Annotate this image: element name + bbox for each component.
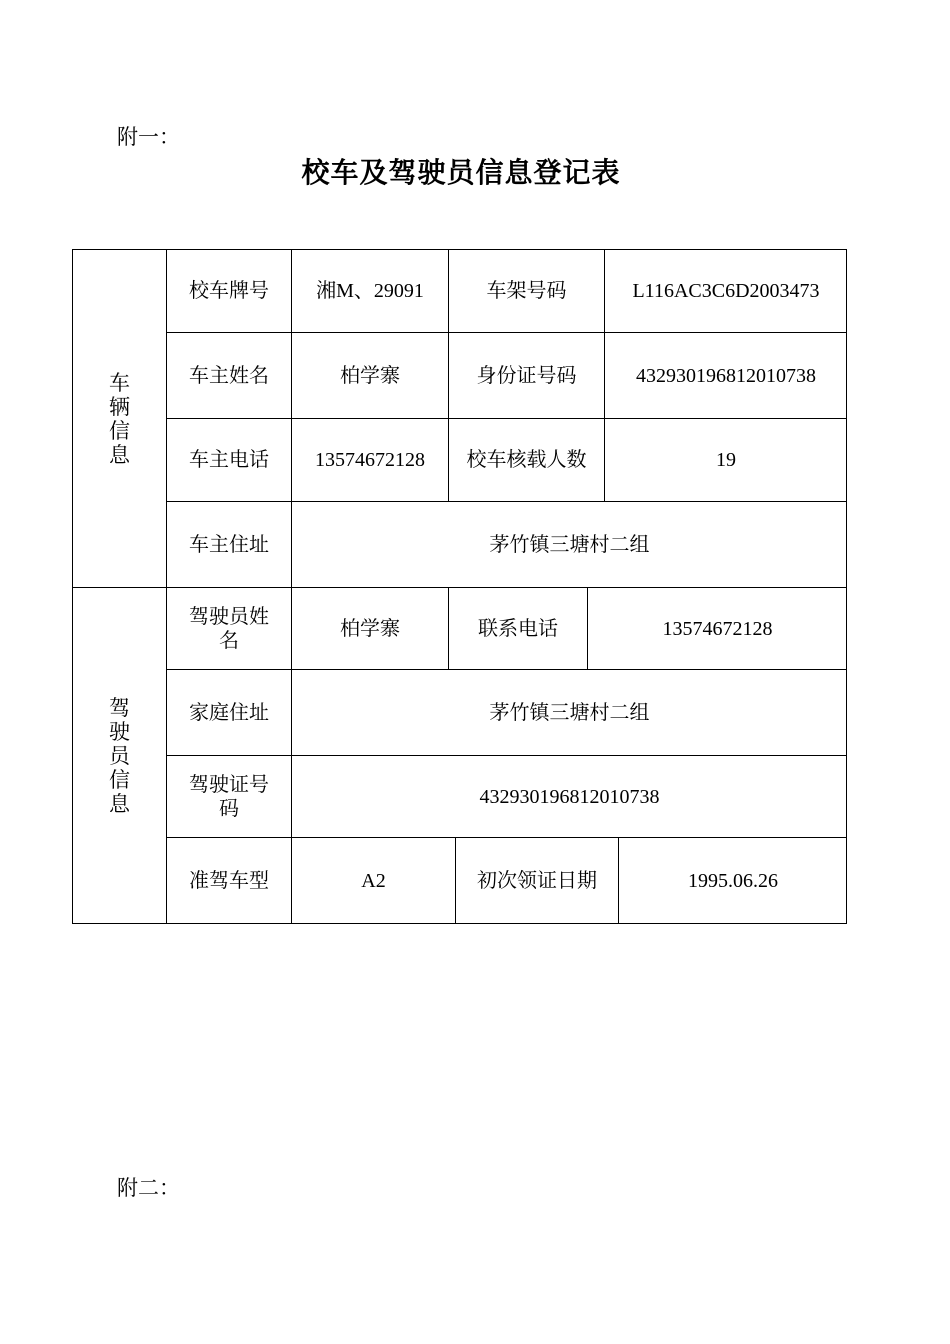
vehicle-class-label: 准驾车型 [166, 837, 291, 924]
plate-value: 湘M、29091 [291, 249, 448, 332]
home-address-label: 家庭住址 [166, 669, 291, 755]
contact-phone-value: 13574672128 [587, 587, 847, 669]
capacity-value: 19 [604, 418, 847, 501]
form-title: 校车及驾驶员信息登记表 [301, 158, 621, 189]
owner-phone-label: 车主电话 [166, 418, 291, 501]
license-no-label: 驾驶证号码 [189, 773, 269, 820]
frame-label: 车架号码 [448, 249, 604, 332]
annex-1-label: 附一： [117, 125, 180, 149]
contact-phone-label: 联系电话 [448, 587, 587, 669]
annex-2-label: 附二： [117, 1176, 180, 1200]
first-issue-value: 1995.06.26 [618, 837, 847, 924]
driver-name-label: 驾驶员姓名 [189, 605, 269, 652]
license-no-value: 432930196812010738 [291, 755, 847, 837]
driver-name-label-cell [166, 587, 291, 669]
capacity-label: 校车核载人数 [448, 418, 604, 501]
driver-section-heading: 驾驶员信息 [109, 696, 130, 816]
owner-name-value: 柏学寨 [291, 332, 448, 418]
vehicle-class-value: A2 [291, 837, 455, 924]
owner-phone-value: 13574672128 [291, 418, 448, 501]
owner-address-label: 车主住址 [166, 501, 291, 587]
first-issue-label: 初次领证日期 [455, 837, 618, 924]
id-value: 432930196812010738 [604, 332, 847, 418]
owner-address-value: 茅竹镇三塘村二组 [291, 501, 847, 587]
plate-label: 校车牌号 [166, 249, 291, 332]
id-label: 身份证号码 [448, 332, 604, 418]
driver-name-value: 柏学寨 [291, 587, 448, 669]
registration-table [72, 249, 847, 924]
driver-section-heading-cell [72, 587, 166, 924]
frame-value: L116AC3C6D2003473 [604, 249, 847, 332]
home-address-value: 茅竹镇三塘村二组 [291, 669, 847, 755]
license-no-label-cell [166, 755, 291, 837]
vehicle-section-heading: 车辆信息 [109, 370, 130, 467]
owner-name-label: 车主姓名 [166, 332, 291, 418]
vehicle-section-heading-cell [72, 249, 166, 587]
